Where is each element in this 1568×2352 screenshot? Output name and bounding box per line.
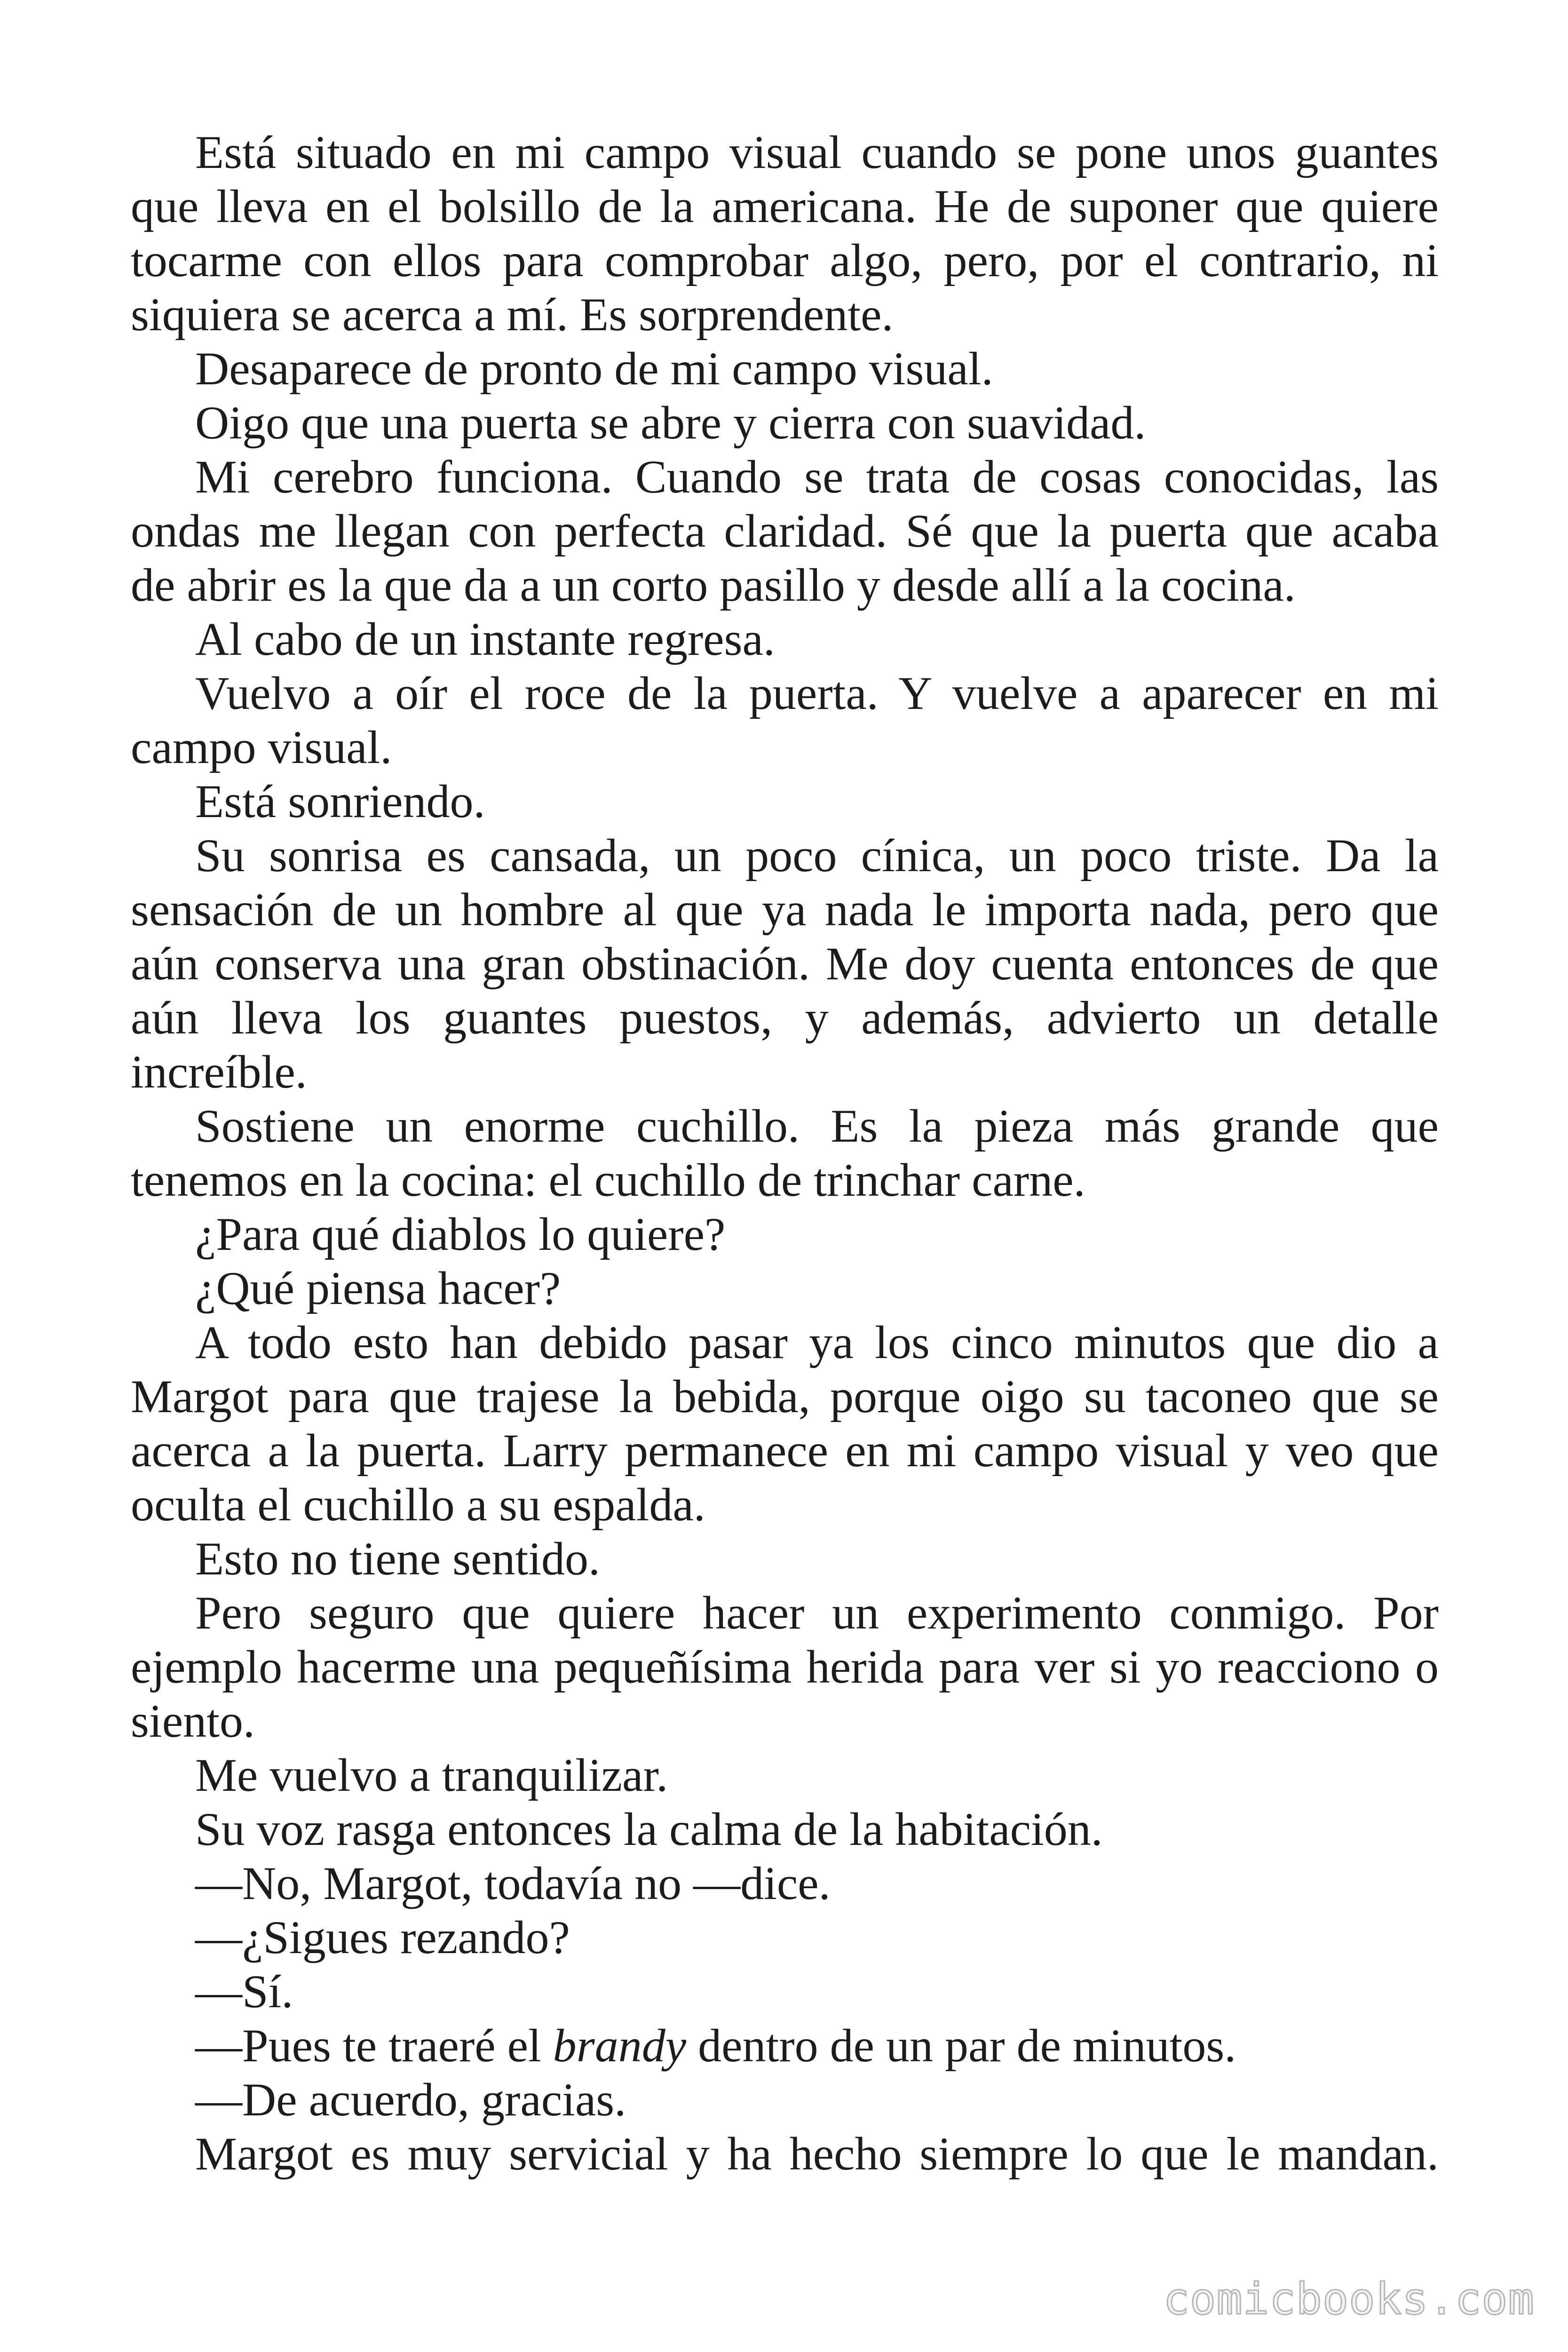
text-line: tenemos en la cocina: el cuchillo de trinchar carne. xyxy=(131,1154,1085,1206)
text-line: Al cabo de un instante regresa. xyxy=(195,613,775,665)
emphasized-word: brandy xyxy=(553,2019,687,2072)
paragraph xyxy=(131,1207,1439,1261)
text-line: siquiera se acerca a mí. Es sorprendente. xyxy=(131,288,894,341)
text-line: Su voz rasga entonces la calma de la habitación. xyxy=(195,1803,1103,1855)
text-line: increíble. xyxy=(131,1046,307,1098)
text-line: Pero seguro que quiere hacer un experimento conmigo. Por xyxy=(195,1587,1439,1639)
paragraph xyxy=(131,774,1439,828)
text-segment: —Pues te traeré el xyxy=(195,2019,553,2072)
text-line: —No, Margot, todavía no —dice. xyxy=(195,1857,831,1909)
paragraph xyxy=(131,2073,1439,2127)
text-line: —¿Sigues rezando? xyxy=(195,1911,570,1963)
text-line: ondas me llegan con perfecta claridad. Sé que la puerta que acaba xyxy=(131,505,1439,557)
text-line: aún conserva una gran obstinación. Me doy cuenta entonces de que xyxy=(131,938,1439,990)
text-line: Me vuelvo a tranquilizar. xyxy=(195,1749,668,1801)
paragraph xyxy=(131,1099,1439,1207)
text-line: Está sonriendo. xyxy=(195,775,485,827)
text-line: oculta el cuchillo a su espalda. xyxy=(131,1478,705,1531)
text-line: Desaparece de pronto de mi campo visual. xyxy=(195,342,993,395)
paragraph xyxy=(131,1856,1439,1910)
text-line: —Sí. xyxy=(195,1965,293,2018)
text-line: siento. xyxy=(131,1695,255,1747)
paragraph xyxy=(131,666,1439,774)
text-line: tocarme con ellos para comprobar algo, pero, por el contrario, ni xyxy=(131,234,1439,286)
page-body xyxy=(131,125,1439,2181)
paragraph xyxy=(131,1586,1439,1748)
text-line: Sostiene un enorme cuchillo. Es la pieza más grande que xyxy=(195,1100,1439,1152)
paragraph xyxy=(131,1802,1439,1856)
text-line: —De acuerdo, gracias. xyxy=(195,2074,626,2126)
watermark: comicbooks.com xyxy=(1163,2274,1535,2324)
paragraph xyxy=(131,828,1439,1099)
text-line: Está situado en mi campo visual cuando se pone unos guantes xyxy=(195,126,1439,178)
paragraph xyxy=(131,396,1439,450)
text-line: que lleva en el bolsillo de la americana. He de suponer que quiere xyxy=(131,180,1439,232)
text-line xyxy=(131,2018,1439,2073)
text-line: Margot para que trajese la bebida, porque oigo su taconeo que se xyxy=(131,1370,1439,1422)
paragraph xyxy=(131,612,1439,666)
paragraph xyxy=(131,2018,1439,2073)
text-line: ¿Para qué diablos lo quiere? xyxy=(195,1208,726,1260)
text-line: campo visual. xyxy=(131,721,392,773)
text-line: aún lleva los guantes puestos, y además, advierto un detalle xyxy=(131,992,1439,1044)
text-line: ¿Qué piensa hacer? xyxy=(195,1262,561,1314)
paragraph xyxy=(131,450,1439,612)
paragraph xyxy=(131,1910,1439,1964)
text-line: sensación de un hombre al que ya nada le importa nada, pero que xyxy=(131,883,1439,936)
text-line: acerca a la puerta. Larry permanece en mi campo visual y veo que xyxy=(131,1424,1439,1477)
text-line: Mi cerebro funciona. Cuando se trata de cosas conocidas, las xyxy=(195,451,1439,503)
paragraph xyxy=(131,1748,1439,1802)
paragraph xyxy=(131,1261,1439,1315)
text-segment: dentro de un par de minutos. xyxy=(686,2019,1236,2072)
text-line: Su sonrisa es cansada, un poco cínica, un poco triste. Da la xyxy=(195,829,1439,882)
text-line: ejemplo hacerme una pequeñísima herida para ver si yo reacciono o xyxy=(131,1641,1439,1693)
text-line: Oigo que una puerta se abre y cierra con suavidad. xyxy=(195,397,1146,449)
paragraph xyxy=(131,1315,1439,1532)
text-line: Vuelvo a oír el roce de la puerta. Y vuelve a aparecer en mi xyxy=(195,667,1439,719)
paragraph xyxy=(131,1532,1439,1586)
text-line: Esto no tiene sentido. xyxy=(195,1533,600,1585)
text-line: Margot es muy servicial y ha hecho siempre lo que le mandan. xyxy=(195,2128,1439,2180)
paragraph xyxy=(131,2127,1439,2181)
paragraph xyxy=(131,342,1439,396)
paragraph xyxy=(131,125,1439,342)
text-line: A todo esto han debido pasar ya los cinco minutos que dio a xyxy=(195,1316,1439,1368)
paragraph xyxy=(131,1964,1439,2018)
text-line: de abrir es la que da a un corto pasillo y desde allí a la cocina. xyxy=(131,559,1296,611)
